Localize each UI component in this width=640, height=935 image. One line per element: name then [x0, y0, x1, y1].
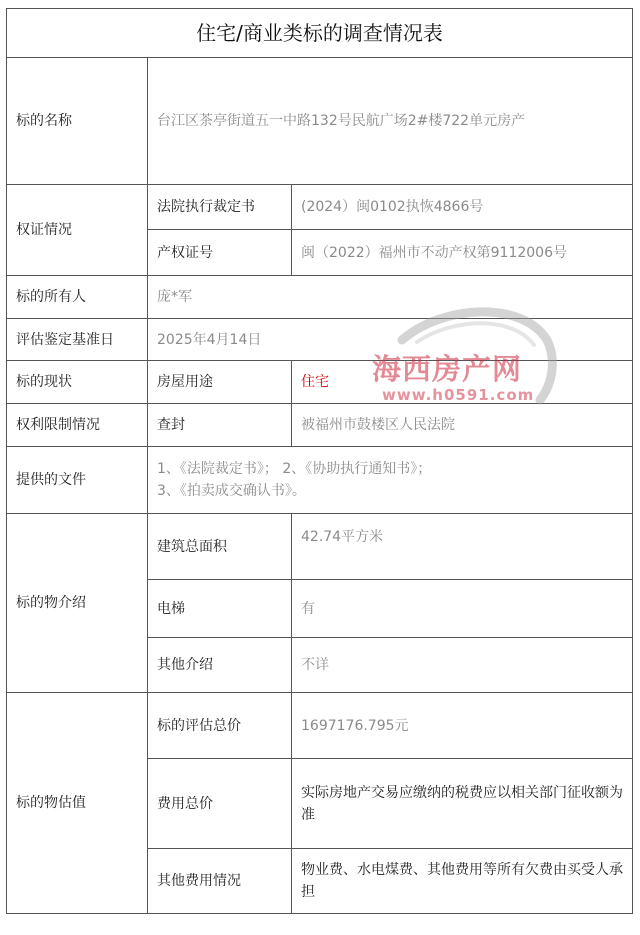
- watermark-text: 海西房产网: [372, 352, 523, 386]
- owner-label: 标的所有人: [7, 276, 148, 319]
- table-title: 住宅/商业类标的调查情况表: [7, 9, 633, 58]
- survey-table: [6, 8, 633, 914]
- intro-label: 标的物介绍: [7, 514, 148, 693]
- seizure-label: 查封: [148, 404, 292, 447]
- other-fee-value: 物业费、水电煤费、其他费用等所有欠费由买受人承担: [292, 849, 633, 914]
- base-date-value: 2025年4月14日: [148, 319, 633, 361]
- documents-line-1: 1、《法院裁定书》； 2、《协助执行通知书》；: [157, 461, 432, 477]
- property-cert-label: 产权证号: [148, 230, 292, 276]
- seizure-value: 被福州市鼓楼区人民法院: [292, 404, 633, 447]
- watermark-url: www.h0591.com: [382, 386, 535, 404]
- fee-total-label: 费用总价: [148, 759, 292, 849]
- documents-line-2: 3、《拍卖成交确认书》。: [157, 483, 306, 499]
- cert-label: 权证情况: [7, 185, 148, 276]
- valuation-label: 标的物估值: [7, 693, 148, 914]
- ruling-label: 法院执行裁定书: [148, 185, 292, 230]
- fee-total-value: 实际房地产交易应缴纳的税费应以相关部门征收额为准: [292, 759, 633, 849]
- area-label: 建筑总面积: [148, 514, 292, 580]
- total-value-label: 标的评估总价: [148, 693, 292, 759]
- status-label: 标的现状: [7, 361, 148, 404]
- base-date-label: 评估鉴定基准日: [7, 319, 148, 361]
- documents-label: 提供的文件: [7, 447, 148, 514]
- owner-value: 庞*军: [148, 276, 633, 319]
- name-label: 标的名称: [7, 58, 148, 185]
- restriction-label: 权利限制情况: [7, 404, 148, 447]
- elevator-value: 有: [292, 580, 633, 638]
- elevator-label: 电梯: [148, 580, 292, 638]
- other-fee-label: 其他费用情况: [148, 849, 292, 914]
- ruling-value: (2024）闽0102执恢4866号: [292, 185, 633, 230]
- total-value-value: 1697176.795元: [292, 693, 633, 759]
- property-cert-value: 闽（2022）福州市不动产权第9112006号: [292, 230, 633, 276]
- usage-label: 房屋用途: [148, 361, 292, 404]
- area-value: 42.74平方米: [292, 514, 633, 580]
- name-value: 台江区茶亭街道五一中路132号民航广场2#楼722单元房产: [148, 58, 633, 185]
- other-intro-label: 其他介绍: [148, 638, 292, 693]
- documents-value: [148, 447, 633, 514]
- usage-value: 住宅: [292, 361, 633, 404]
- other-intro-value: 不详: [292, 638, 633, 693]
